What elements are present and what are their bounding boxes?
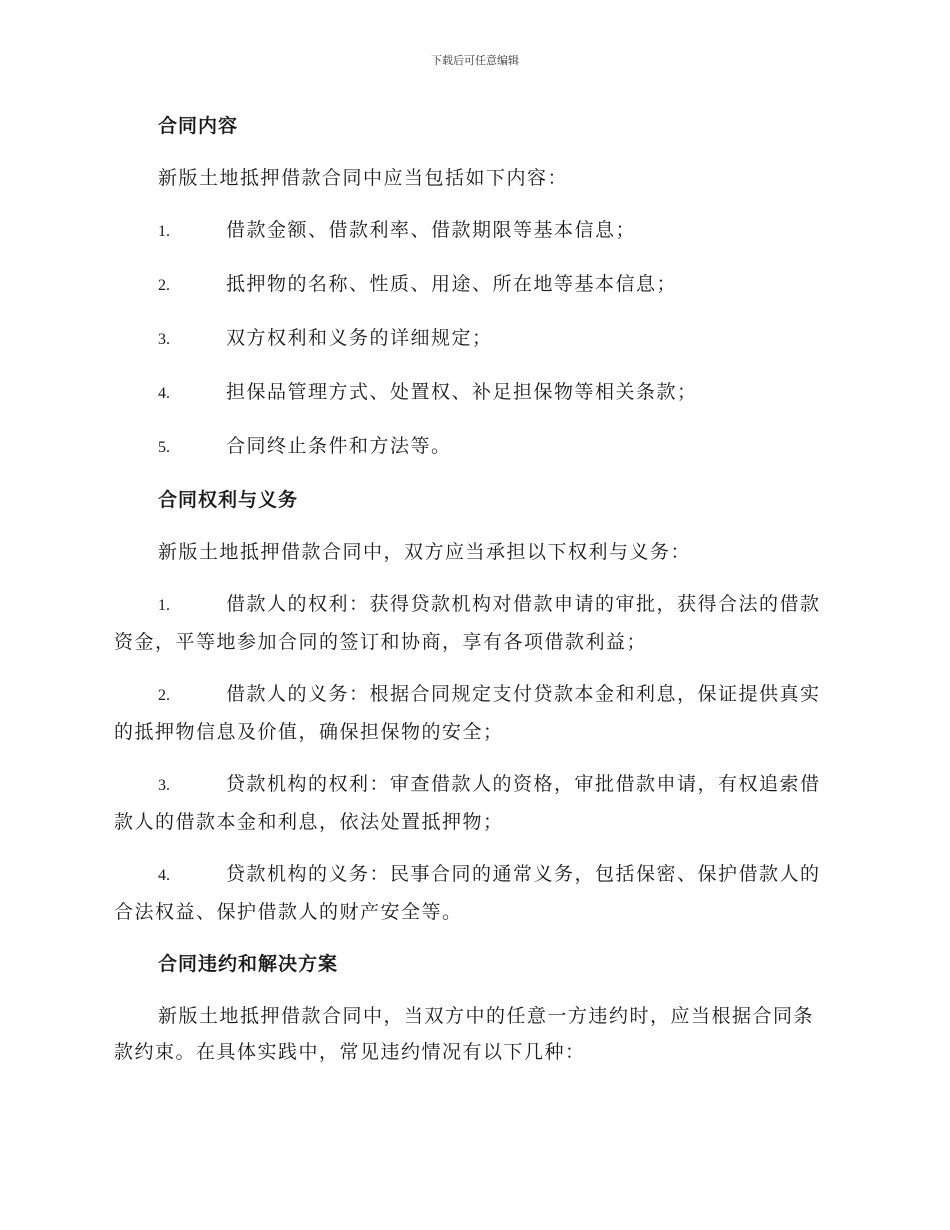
list-text: 借款金额、借款利率、借款期限等基本信息； (226, 219, 637, 241)
section-intro: 新版土地抵押借款合同中，当双方中的任意一方违约时，应当根据合同条款约束。在具体实践中，常见违约情况有以下几种： (114, 1005, 815, 1063)
list-item (114, 586, 834, 660)
list-item (114, 766, 834, 840)
section-heading-rights-obligations: 合同权利与义务 (158, 489, 299, 511)
section-intro: 新版土地抵押借款合同中应当包括如下内容： (158, 167, 569, 189)
list-item (114, 266, 834, 304)
document-body (114, 108, 834, 1086)
list-text: 抵押物的名称、性质、用途、所在地等基本信息； (226, 273, 678, 295)
list-text: 合同终止条件和方法等。 (226, 435, 452, 457)
list-item (114, 212, 834, 250)
list-number: 3. (158, 777, 170, 794)
list-number: 2. (158, 687, 170, 704)
section-heading-contract-content: 合同内容 (158, 115, 239, 137)
list-item (114, 320, 834, 358)
list-text: 贷款机构的义务：民事合同的通常义务，包括保密、保护借款人的合法权益、保护借款人的财产安全等。 (114, 863, 821, 923)
list-item (114, 676, 834, 750)
list-number: 4. (158, 385, 170, 402)
section-intro: 新版土地抵押借款合同中，双方应当承担以下权利与义务： (158, 541, 692, 563)
list-text: 贷款机构的权利：审查借款人的资格，审批借款申请，有权追索借款人的借款本金和利息，依法处置抵押物； (114, 773, 821, 833)
list-number: 1. (158, 223, 170, 240)
list-text: 双方权利和义务的详细规定； (226, 327, 493, 349)
list-number: 5. (158, 439, 170, 456)
list-number: 2. (158, 277, 170, 294)
list-text: 借款人的义务：根据合同规定支付贷款本金和利息，保证提供真实的抵押物信息及价值，确保担保物的安全； (114, 683, 821, 743)
list-text: 担保品管理方式、处置权、补足担保物等相关条款； (226, 381, 698, 403)
list-item (114, 856, 834, 930)
section-heading-breach-resolution: 合同违约和解决方案 (158, 953, 339, 975)
list-number: 1. (158, 597, 170, 614)
list-text: 借款人的权利：获得贷款机构对借款申请的审批，获得合法的借款资金，平等地参加合同的签订和协商，享有各项借款利益； (114, 593, 821, 653)
page-header: 下载后可任意编辑 (431, 54, 519, 67)
list-item (114, 374, 834, 412)
list-number: 3. (158, 331, 170, 348)
list-item (114, 428, 834, 466)
list-number: 4. (158, 867, 170, 884)
